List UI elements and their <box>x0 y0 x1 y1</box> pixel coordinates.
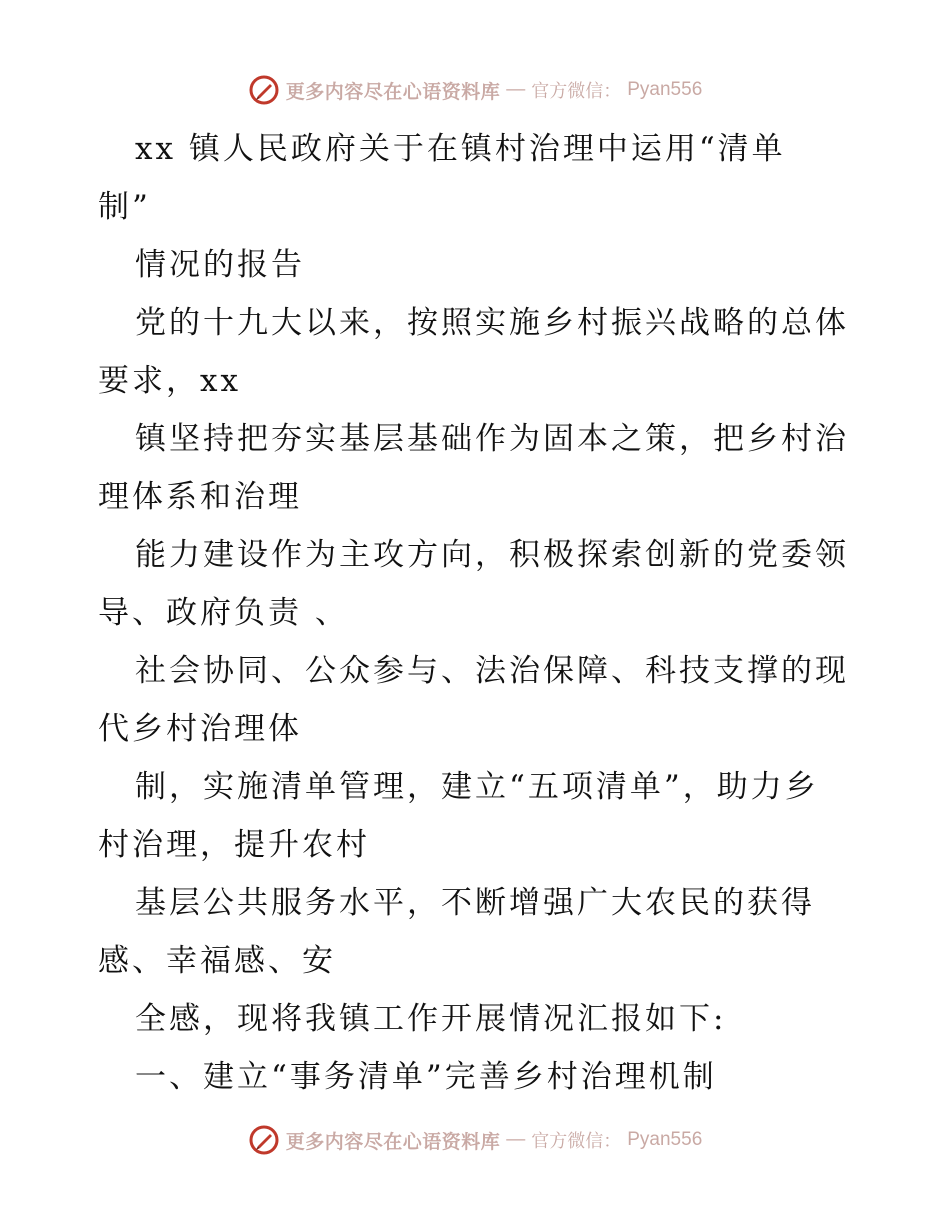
paragraph-line: 能力建设作为主攻方向，积极探索创新的党委领 <box>135 537 849 573</box>
paragraph-line: 制，实施清单管理，建立“五项清单”，助力乡 <box>135 769 819 805</box>
watermark-wechat-id: Pyan556 <box>627 1129 703 1150</box>
paragraph-line: 理体系和治理 <box>98 479 302 515</box>
paragraph-line: 镇坚持把夯实基层基础作为固本之策，把乡村治 <box>135 421 849 457</box>
watermark-official-label: 官方微信： <box>531 1131 622 1152</box>
watermark-dash: — <box>506 1129 526 1150</box>
paragraph-line: 村治理，提升农村 <box>98 827 370 863</box>
paragraph-line: 要求，xx <box>98 363 241 399</box>
title-line-2: 制” <box>98 189 151 225</box>
paragraph-line: 党的十九大以来，按照实施乡村振兴战略的总体 <box>135 305 849 341</box>
red-circle-pen-logo-icon <box>248 74 280 106</box>
watermark-dash: — <box>506 79 526 100</box>
paragraph-line: 感、幸福感、安 <box>98 943 336 979</box>
watermark-header <box>0 70 950 110</box>
paragraph-line: 社会协同、公众参与、法治保障、科技支撑的现 <box>135 653 849 689</box>
paragraph-line: 导、政府负责 、 <box>98 595 349 631</box>
document-body <box>0 120 950 1106</box>
paragraph-line: 代乡村治理体 <box>98 711 302 747</box>
paragraph-line: 基层公共服务水平，不断增强广大农民的获得 <box>135 885 815 921</box>
title-line-1: xx 镇人民政府关于在镇村治理中运用“清单 <box>135 131 786 167</box>
watermark-wechat-id: Pyan556 <box>627 79 703 100</box>
red-circle-pen-logo-icon <box>248 1124 280 1156</box>
section-heading: 一、建立“事务清单”完善乡村治理机制 <box>135 1059 717 1095</box>
title-line-3: 情况的报告 <box>135 247 305 283</box>
paragraph-line: 全感，现将我镇工作开展情况汇报如下: <box>135 1001 727 1037</box>
watermark-brand-text: 更多内容尽在心语资料库 <box>285 80 501 103</box>
watermark-brand-text: 更多内容尽在心语资料库 <box>285 1130 501 1153</box>
watermark-official-label: 官方微信： <box>531 81 622 102</box>
watermark-footer <box>0 1120 950 1160</box>
